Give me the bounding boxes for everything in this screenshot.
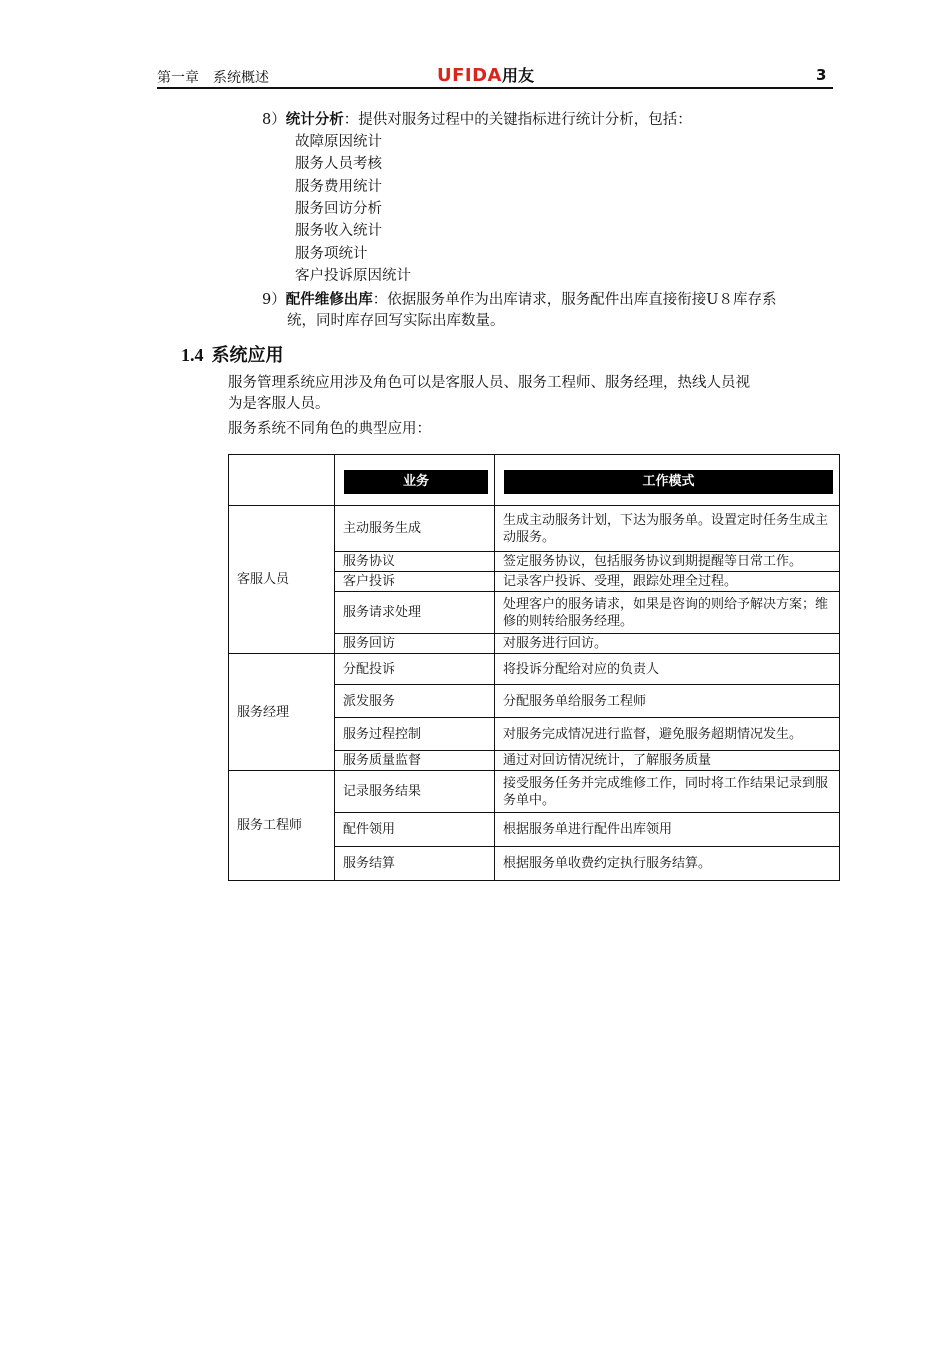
table-header-role [229, 455, 335, 506]
role-cell: 服务工程师 [229, 771, 335, 881]
item-8-text: ：提供对服务过程中的关键指标进行统计分析，包括： [343, 112, 692, 128]
task-cell: 服务结算 [335, 847, 495, 881]
ufida-logo [437, 63, 534, 86]
task-cell: 记录服务结果 [335, 771, 495, 813]
task-cell: 配件领用 [335, 813, 495, 847]
mode-cell: 根据服务单进行配件出库领用 [495, 813, 840, 847]
mode-cell: 签定服务协议，包括服务协议到期提醒等日常工作。 [495, 552, 840, 572]
mode-cell: 对服务完成情况进行监督，避免服务超期情况发生。 [495, 718, 840, 751]
section-para-1-cont: 为是客服人员。 [228, 396, 330, 412]
task-cell: 服务过程控制 [335, 718, 495, 751]
section-heading [181, 341, 284, 367]
item-8-sub: 故障原因统计 [295, 134, 382, 150]
role-cell: 服务经理 [229, 654, 335, 771]
logo-brand: UFIDA [437, 65, 502, 86]
task-cell: 服务请求处理 [335, 592, 495, 634]
mode-cell: 生成主动服务计划，下达为服务单。设置定时任务生成主动服务。 [495, 506, 840, 552]
mode-cell: 根据服务单收费约定执行服务结算。 [495, 847, 840, 881]
header-rule [157, 87, 833, 89]
mode-cell: 分配服务单给服务工程师 [495, 685, 840, 718]
item-8-prefix: 8） [262, 112, 286, 128]
item-8-sub: 服务收入统计 [295, 223, 382, 239]
roles-table [228, 454, 840, 881]
table-row [229, 654, 840, 685]
mode-cell: 处理客户的服务请求，如果是咨询的则给予解决方案；维修的则转给服务经理。 [495, 592, 840, 634]
task-cell: 派发服务 [335, 685, 495, 718]
item-8-sub: 服务人员考核 [295, 156, 382, 172]
item-8-title: 统计分析 [285, 112, 344, 128]
mode-cell: 记录客户投诉、受理，跟踪处理全过程。 [495, 572, 840, 592]
chapter-title: 第一章 系统概述 [157, 70, 269, 86]
task-cell: 客户投诉 [335, 572, 495, 592]
item-8 [262, 109, 692, 131]
item-8-sub: 服务回访分析 [295, 201, 382, 217]
item-9 [262, 289, 776, 311]
item-8-sub: 服务项统计 [295, 246, 368, 262]
item-9-title: 配件维修出库 [285, 292, 373, 308]
section-para-2: 服务系统不同角色的典型应用： [228, 421, 431, 437]
table-header-row [229, 455, 840, 506]
task-cell: 服务回访 [335, 634, 495, 654]
item-9-text-2: 统，同时库存回写实际出库数量。 [287, 313, 505, 329]
table-header-task [335, 455, 495, 506]
role-cell: 客服人员 [229, 506, 335, 654]
section-number: 1.4 [181, 345, 204, 365]
table-row [229, 506, 840, 552]
header-mode-label: 工作模式 [501, 470, 833, 494]
logo-cn: 用友 [501, 66, 534, 85]
task-cell: 服务协议 [335, 552, 495, 572]
task-cell: 服务质量监督 [335, 751, 495, 771]
table-header-mode [495, 455, 840, 506]
task-cell: 主动服务生成 [335, 506, 495, 552]
item-8-sub: 客户投诉原因统计 [295, 268, 411, 284]
item-9-text: ：依据服务单作为出库请求，服务配件出库直接衔接U８库存系 [372, 292, 777, 308]
section-para-1: 服务管理系统应用涉及角色可以是客服人员、服务工程师、服务经理，热线人员视 [228, 375, 750, 391]
task-cell: 分配投诉 [335, 654, 495, 685]
section-title: 系统应用 [211, 345, 284, 366]
item-8-sub: 服务费用统计 [295, 179, 382, 195]
table-row [229, 771, 840, 813]
item-9-prefix: 9） [262, 292, 286, 308]
mode-cell: 接受服务任务并完成维修工作，同时将工作结果记录到服务单中。 [495, 771, 840, 813]
page-number: 3 [816, 66, 827, 84]
header-task-label: 业务 [341, 470, 488, 494]
mode-cell: 将投诉分配给对应的负责人 [495, 654, 840, 685]
mode-cell: 通过对回访情况统计，了解服务质量 [495, 751, 840, 771]
mode-cell: 对服务进行回访。 [495, 634, 840, 654]
